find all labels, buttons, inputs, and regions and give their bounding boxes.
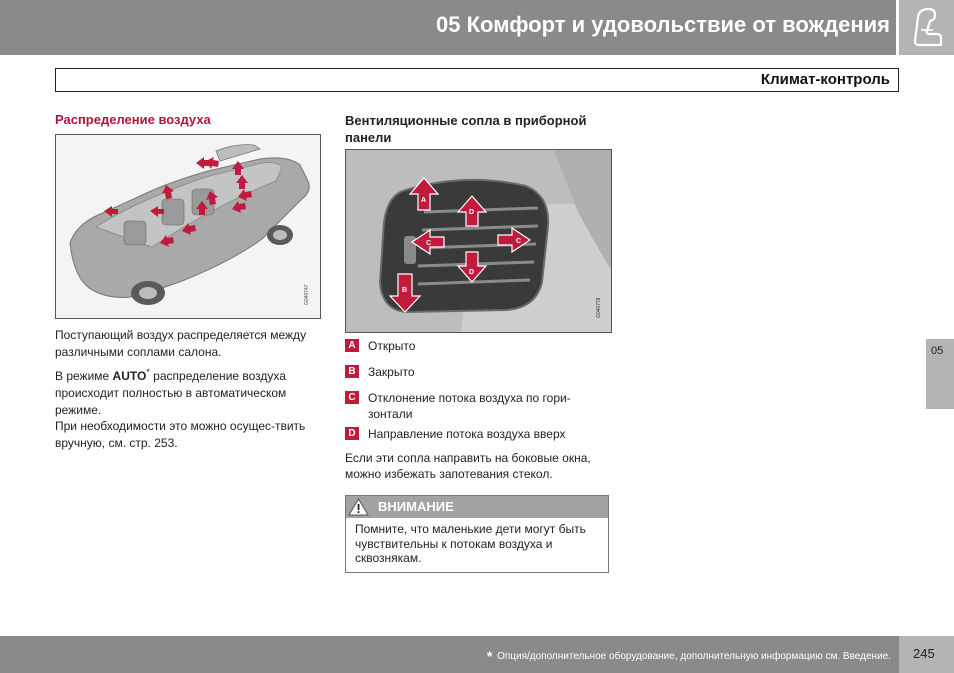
paragraph-side-windows: Если эти сопла направить на боковые окна, можно избежать запотевания стекол. (345, 451, 591, 481)
legend-item-c (345, 390, 607, 422)
warning-box (345, 495, 609, 573)
image-code-left: G040747 (304, 284, 310, 305)
legend-label-a: A (345, 339, 359, 352)
svg-text:C: C (516, 238, 522, 245)
chapter-title: 05 Комфорт и удовольствие от вождения (436, 12, 890, 37)
legend-text-b: Закрыто (368, 365, 415, 379)
legend-label-b: B (345, 365, 359, 378)
auto-suffix: распределение воздуха происходит полностью в автоматическом режиме. (55, 369, 287, 417)
car-airflow-illustration (55, 134, 321, 319)
legend-label-c: C (345, 391, 359, 404)
warning-title: ВНИМАНИЕ (378, 499, 454, 514)
option-star: * (146, 367, 150, 377)
legend-item-b (345, 364, 607, 380)
legend-item-a (345, 338, 607, 354)
air-distribution-heading: Распределение воздуха (55, 112, 211, 127)
section-title: Климат-контроль (760, 71, 890, 88)
dashboard-vent-illustration (345, 149, 612, 333)
image-code-right: G040778 (596, 297, 602, 318)
section-bar (55, 68, 899, 92)
paragraph-auto-mode (55, 364, 310, 419)
svg-text:C: C (426, 240, 432, 247)
dashboard-vents-heading: Вентиляционные сопла в приборной панели (345, 113, 587, 145)
svg-text:A: A (421, 197, 427, 204)
footnote-star: * (486, 648, 493, 664)
legend-text-a: Открыто (368, 339, 416, 353)
page-number-box (899, 636, 954, 673)
svg-text:B: B (402, 287, 408, 294)
paragraph-air-distributed: Поступающий воздух распределяется между различными соплами салона. (55, 328, 307, 359)
warning-body: Помните, что маленькие дети могут быть чувствительны к потокам воздуха и сквознякам. (355, 522, 586, 565)
page-number: 245 (913, 646, 935, 661)
seat-icon (899, 0, 954, 55)
legend-label-d: D (345, 427, 359, 440)
chapter-side-tab[interactable] (926, 339, 954, 409)
footnote (487, 648, 891, 664)
footnote-text: Опция/дополнительное оборудование, дополнительную информацию см. Введение. (497, 651, 891, 662)
chapter-side-tab-label: 05 (931, 345, 944, 357)
warning-header (346, 496, 608, 518)
legend-text-d: Направление потока воздуха вверх (368, 427, 566, 441)
svg-text:D: D (469, 269, 475, 276)
auto-prefix: В режиме (55, 369, 113, 383)
chapter-icon-tab (899, 0, 954, 55)
legend-item-d (345, 426, 607, 442)
auto-keyword: AUTO (112, 369, 147, 383)
svg-text:D: D (469, 209, 475, 216)
paragraph-manual-setting: При необходимости это можно осущес-твить вручную, см. стр. 253. (55, 419, 306, 450)
warning-icon (348, 498, 369, 516)
legend-text-c: Отклонение потока воздуха по гори-зонтали (368, 391, 571, 421)
chapter-header (0, 0, 896, 55)
page-footer (0, 636, 954, 673)
